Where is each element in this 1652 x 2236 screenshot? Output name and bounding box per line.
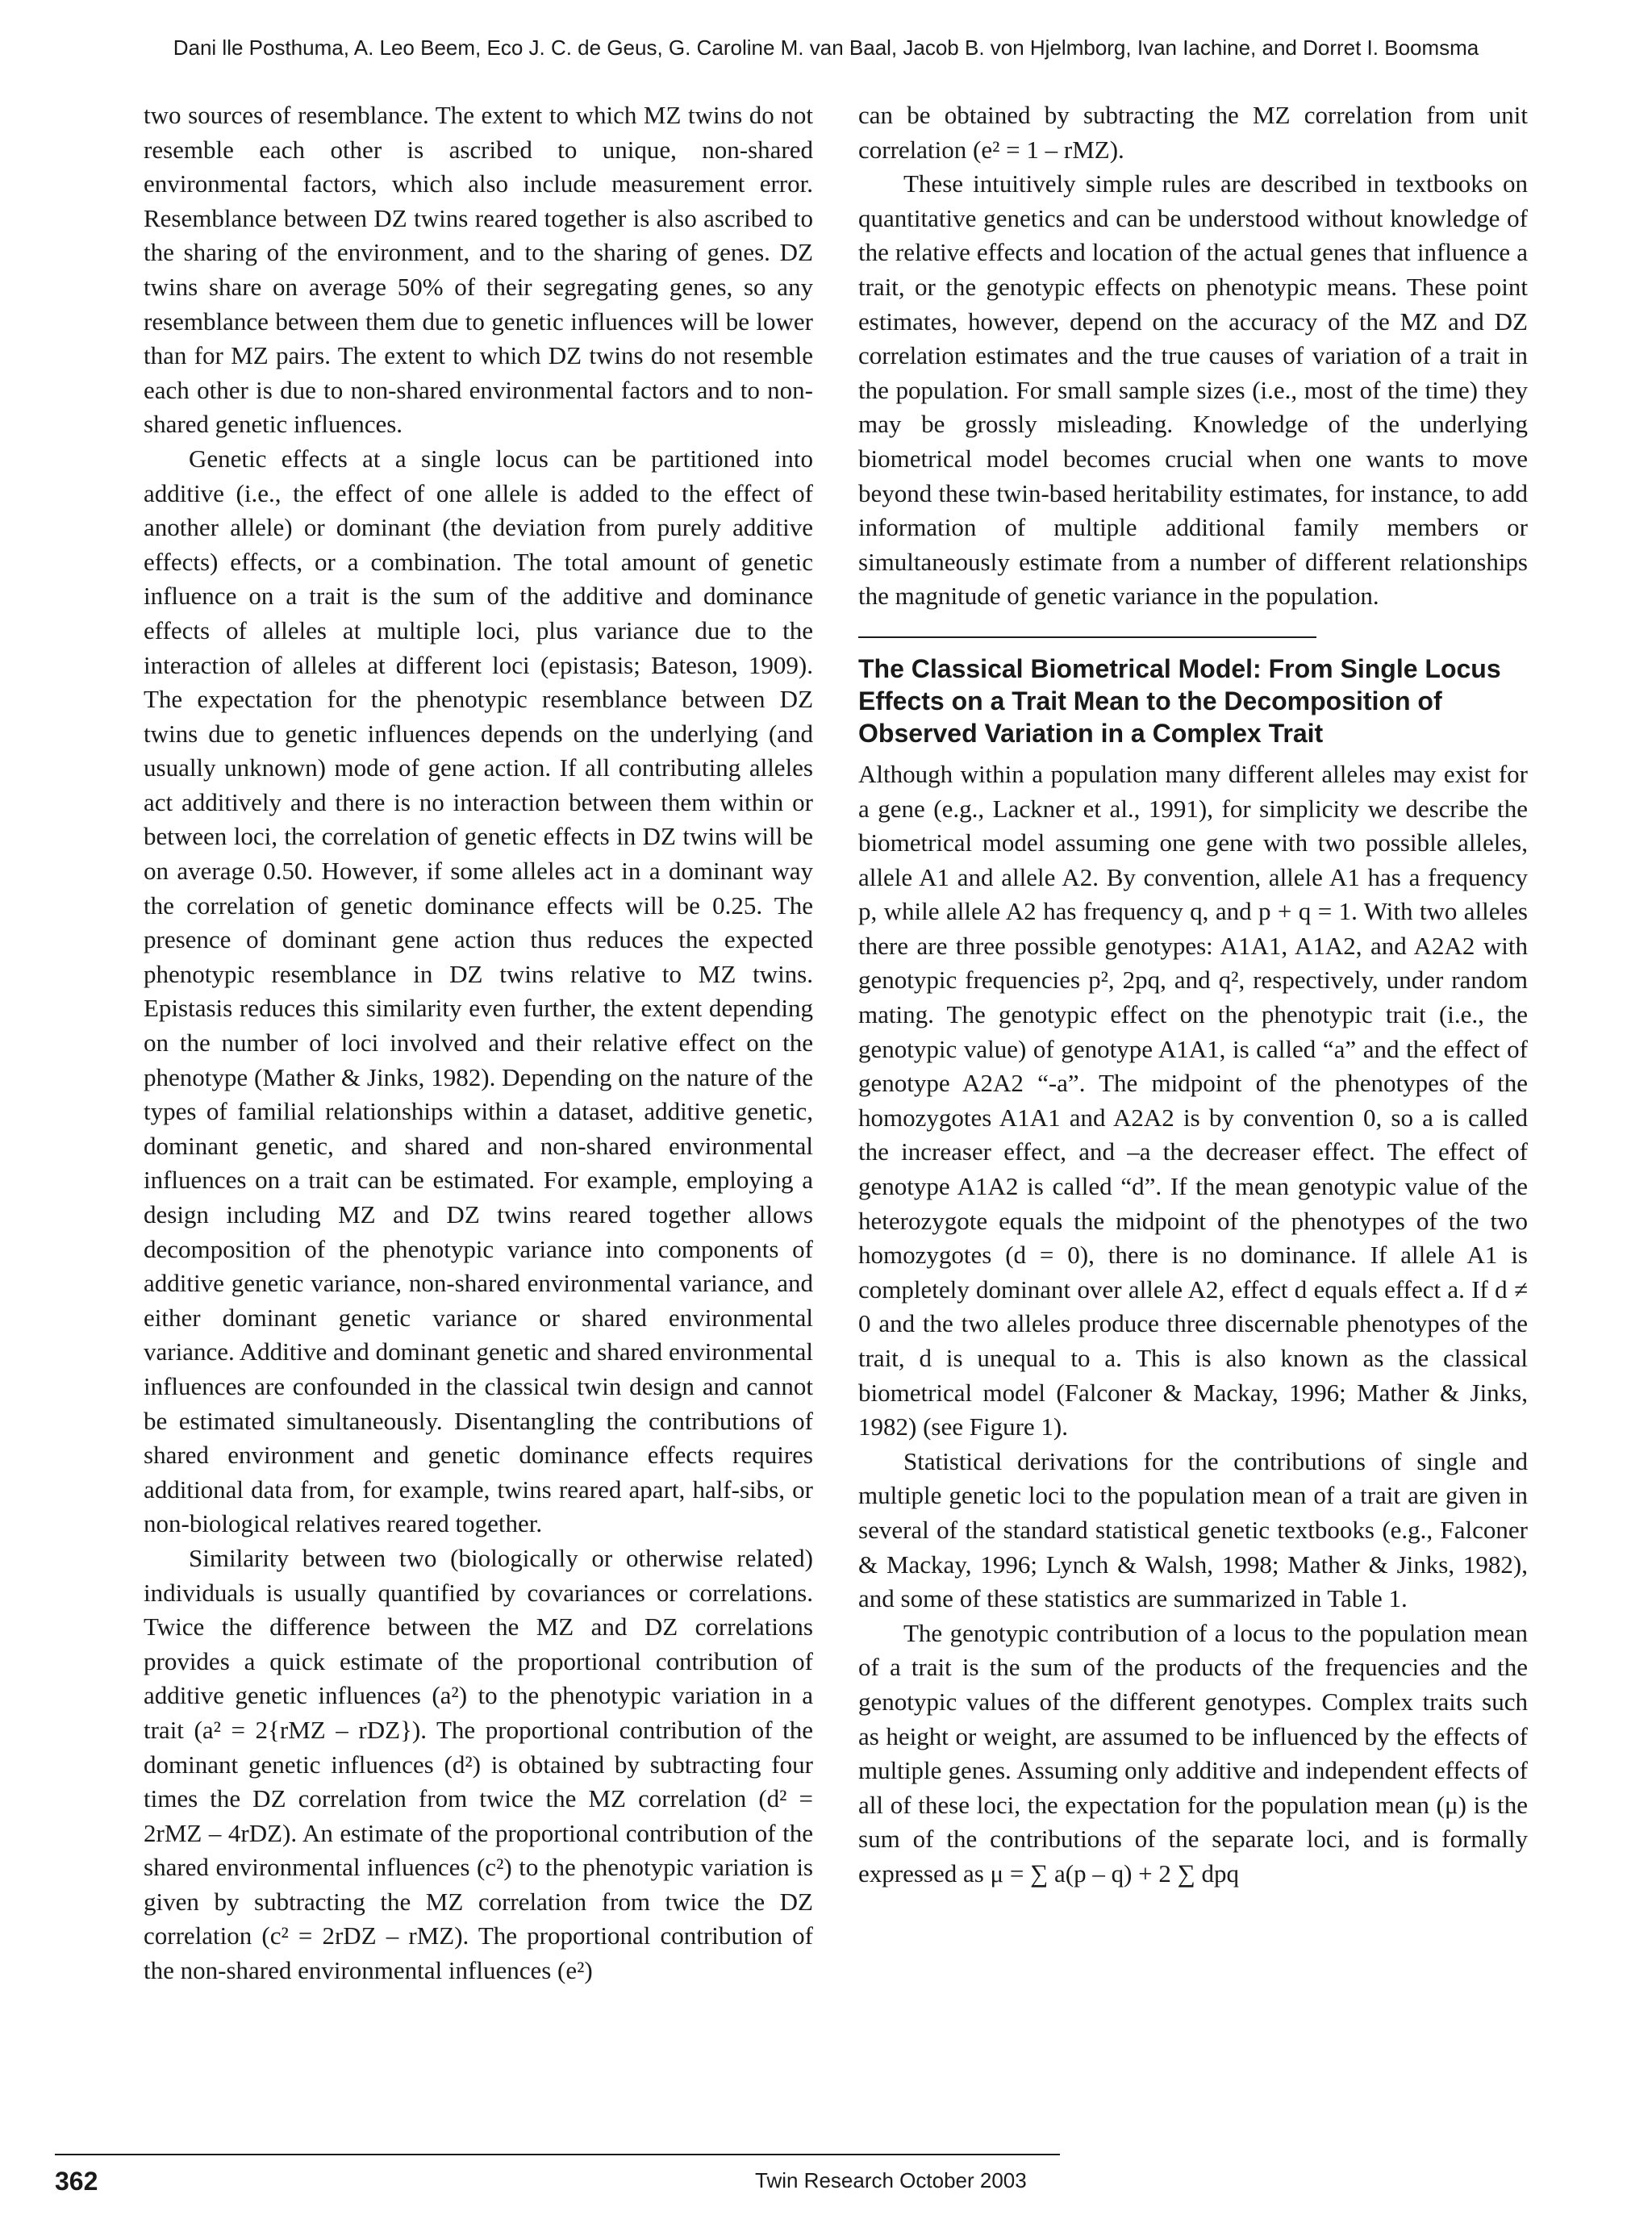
- section-heading: The Classical Biometrical Model: From Single Locus Effects on a Trait Mean to the Decomposition of Observed Variation in a Complex Trait: [858, 653, 1501, 748]
- section-rule: [858, 636, 1316, 638]
- journal-footer: Twin Research October 2003: [755, 2168, 1027, 2192]
- page-number: 362: [55, 2167, 98, 2196]
- paragraph: Similarity between two (biologically or otherwise related) individuals is usually quantified by covariances or correlations. Twice the difference between the MZ and DZ correlations provides a quick estimate of the proportional contribution of additive genetic influences (a²) to the phenotypic variation in a trait (a² = 2{rMZ – rDZ}). The proportional contribution of the dominant genetic influences (d²) is obtained by subtracting four times the DZ correlation from twice the MZ correlation (d² = 2rMZ – 4rDZ). An estimate of the proportional contribution of the shared environmental influences (c²) to the phenotypic variation is given by subtracting the MZ correlation from twice the DZ correlation (c² = 2rDZ – rMZ). The proportional contribution of the non-shared environmental influences (e²): [144, 1543, 813, 1985]
- left-column: [144, 98, 813, 1988]
- paragraph: can be obtained by subtracting the MZ correlation from unit correlation (e² = 1 – rMZ).: [858, 101, 1528, 164]
- paragraph: Although within a population many different alleles may exist for a gene (e.g., Lackner et al., 1991), for simplicity we describe the biometrical model assuming one gene with two possible alleles, allele A1 and allele A2. By convention, allele A1 has a frequency p, while allele A2 has frequency q, and p + q = 1. With two alleles there are three possible genotypes: A1A1, A1A2, and A2A2 with genotypic frequencies p², 2pq, and q², respectively, under random mating. The genotypic effect on the phenotypic trait (i.e., the genotypic value) of genotype A1A1, is called “a” and the effect of genotype A2A2 “-a”. The midpoint of the phenotypes of the homozygotes A1A1 and A2A2 is by convention 0, so a is called the increaser effect, and –a the decreaser effect. The effect of genotype A1A2 is called “d”. If the mean genotypic value of the heterozygote equals the midpoint of the phenotypes of the two homozygotes (d = 0), there is no dominance. If allele A1 is completely dominant over allele A2, effect d equals effect a. If d ≠ 0 and the two alleles produce three discernable phenotypes of the trait, d is unequal to a. This is also known as the classical biometrical model (Falconer & Mackay, 1996; Mather & Jinks, 1982) (see Figure 1).: [858, 759, 1528, 1441]
- paragraph: These intuitively simple rules are described in textbooks on quantitative genetics and can be understood without knowledge of the relative effects and location of the actual genes that influence a trait, or the genotypic effects on phenotypic means. These point estimates, however, depend on the accuracy of the MZ and DZ correlation estimates and the true causes of variation of a trait in the population. For small sample sizes (i.e., most of the time) they may be grossly misleading. Knowledge of the underlying biometrical model becomes crucial when one wants to move beyond these twin-based heritability estimates, for instance, to add information of multiple additional family members or simultaneously estimate from a number of different relationships the magnitude of genetic variance in the population.: [858, 169, 1528, 611]
- paragraph: Genetic effects at a single locus can be partitioned into additive (i.e., the effect of one allele is added to the effect of another allele) or dominant (the deviation from purely additive effects) effects, or a combination. The total amount of genetic influence on a trait is the sum of the additive and dominance effects of alleles at multiple loci, plus variance due to the interaction of alleles at different loci (epistasis; Bateson, 1909). The expectation for the phenotypic resemblance between DZ twins due to genetic influences depends on the underlying (and usually unknown) mode of gene action. If all contributing alleles act additively and there is no interaction between them within or between loci, the correlation of genetic effects in DZ twins will be on average 0.50. However, if some alleles act in a dominant way the correlation of genetic dominance effects will be 0.25. The presence of dominant gene action thus reduces the expected phenotypic resemblance in DZ twins relative to MZ twins. Epistasis reduces this similarity even further, the extent depending on the number of loci involved and their relative effect on the phenotype (Mather & Jinks, 1982). Depending on the nature of the types of familial relationships within a dataset, additive genetic, dominant genetic, and shared and non-shared environmental influences on a trait can be estimated. For example, employing a design including MZ and DZ twins reared together allows decomposition of the phenotypic variance into components of additive genetic variance, non-shared environmental variance, and either dominant genetic variance or shared environmental variance. Additive and dominant genetic and shared environmental influences are confounded in the classical twin design and cannot be estimated simultaneously. Disentangling the contributions of shared environment and genetic dominance effects requires additional data from, for example, twins reared apart, half-sibs, or non-biological relatives reared together.: [144, 444, 813, 1538]
- paragraph: The genotypic contribution of a locus to the population mean of a trait is the sum of the products of the frequencies and the genotypic values of the different genotypes. Complex traits such as height or weight, are assumed to be influenced by the effects of multiple genes. Assuming only additive and independent effects of all of these loci, the expectation for the population mean (μ) is the sum of the contributions of the separate loci, and is formally expressed as μ = ∑ a(p – q) + 2 ∑ dpq: [858, 1618, 1528, 1888]
- right-column: [858, 98, 1528, 1892]
- paragraph: Statistical derivations for the contributions of single and multiple genetic loci to the population mean of a trait are given in several of the standard statistical genetic textbooks (e.g., Falconer & Mackay, 1996; Lynch & Walsh, 1998; Mather & Jinks, 1982), and some of these statistics are summarized in Table 1.: [858, 1446, 1528, 1613]
- footer-rule: [55, 2154, 1060, 2155]
- paragraph: two sources of resemblance. The extent to which MZ twins do not resemble each other is ascribed to unique, non-shared environmental factors, which also include measurement error. Resemblance between DZ twins reared together is also ascribed to the sharing of the environment, and to the sharing of genes. DZ twins share on average 50% of their segregating genes, so any resemblance between them due to genetic influences will be lower than for MZ pairs. The extent to which DZ twins do not resemble each other is due to non-shared environmental factors and to non-shared genetic influences.: [144, 101, 813, 439]
- running-header: Dani lle Posthuma, A. Leo Beem, Eco J. C. de Geus, G. Caroline M. van Baal, Jacob B. von Hjelmborg, Ivan Iachine, and Dorret I. Boomsma: [173, 35, 1479, 60]
